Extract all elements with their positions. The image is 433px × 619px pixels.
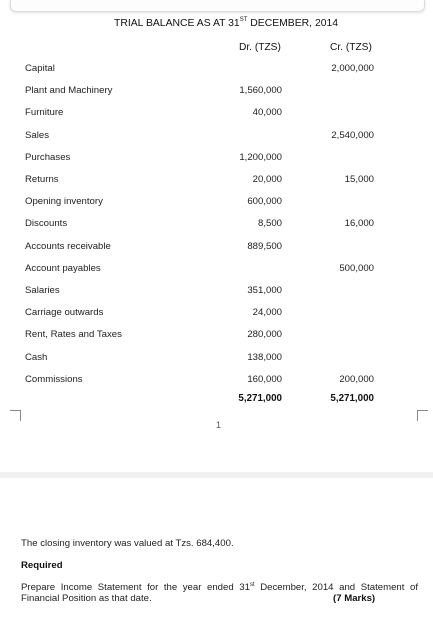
- debit-amount: 8,500: [257, 218, 282, 230]
- table-row: [0, 218, 433, 232]
- table-row: [0, 130, 433, 144]
- account-name: Plant and Machinery: [25, 85, 113, 97]
- total-debit: 5,271,000: [238, 393, 282, 404]
- crop-mark: [417, 410, 428, 421]
- credit-column-header: Cr. (TZS): [330, 42, 372, 53]
- credit-amount: 2,540,000: [331, 129, 374, 141]
- credit-amount: 16,000: [344, 218, 374, 230]
- account-name: Furniture: [25, 107, 64, 119]
- table-row: [0, 329, 433, 343]
- account-name: Purchases: [25, 151, 71, 163]
- debit-amount: 600,000: [247, 196, 282, 208]
- account-name: Cash: [25, 351, 48, 363]
- debit-column-header: Dr. (TZS): [239, 42, 281, 53]
- debit-amount: 24,000: [252, 307, 282, 319]
- page-number: 1: [216, 420, 222, 430]
- table-row: [0, 174, 433, 188]
- debit-amount: 351,000: [247, 285, 282, 296]
- table-row: [0, 352, 433, 366]
- account-name: Discounts: [25, 218, 68, 230]
- account-name: Account payables: [25, 262, 101, 274]
- crop-mark: [10, 410, 21, 421]
- credit-amount: 200,000: [339, 373, 374, 385]
- account-name: Sales: [25, 129, 49, 141]
- debit-amount: 20,000: [252, 174, 282, 185]
- account-name: Accounts receivable: [25, 240, 111, 252]
- page-two: [0, 478, 433, 619]
- instruction-text: Prepare Income Statement for the year ended 31st December, 2014 and Statement of Financial Position as that date.: [21, 582, 419, 605]
- table-row: [0, 107, 433, 121]
- credit-amount: 2,000,000: [331, 63, 374, 74]
- totals-row: [0, 393, 433, 407]
- account-name: Carriage outwards: [25, 307, 104, 319]
- credit-amount: 500,000: [339, 262, 374, 274]
- table-row: [0, 196, 433, 210]
- account-name: Returns: [25, 174, 59, 185]
- closing-inventory-note: The closing inventory was valued at Tzs. 684,400.: [21, 538, 234, 549]
- credit-amount: 15,000: [344, 174, 374, 185]
- account-name: Opening inventory: [25, 196, 103, 208]
- account-name: Rent, Rates and Taxes: [25, 329, 122, 341]
- previous-page-edge: [10, 0, 425, 12]
- table-row: [0, 263, 433, 277]
- debit-amount: 1,560,000: [239, 85, 282, 97]
- debit-amount: 138,000: [247, 351, 282, 363]
- table-row: [0, 285, 433, 299]
- account-name: Capital: [25, 63, 55, 74]
- required-heading: Required: [21, 560, 63, 571]
- debit-amount: 40,000: [252, 107, 282, 119]
- table-row: [0, 307, 433, 321]
- table-row: [0, 63, 433, 77]
- debit-amount: 1,200,000: [239, 151, 282, 163]
- account-name: Salaries: [25, 285, 60, 296]
- table-row: [0, 374, 433, 388]
- debit-amount: 160,000: [247, 373, 282, 385]
- table-row: [0, 241, 433, 255]
- marks-label: (7 Marks): [333, 593, 376, 604]
- trial-balance-title: TRIAL BALANCE AS AT 31ST DECEMBER, 2014: [114, 17, 339, 29]
- account-name: Commissions: [25, 373, 83, 385]
- table-row: [0, 85, 433, 99]
- debit-amount: 889,500: [247, 240, 282, 252]
- debit-amount: 280,000: [247, 329, 282, 341]
- total-credit: 5,271,000: [330, 393, 374, 404]
- table-row: [0, 152, 433, 166]
